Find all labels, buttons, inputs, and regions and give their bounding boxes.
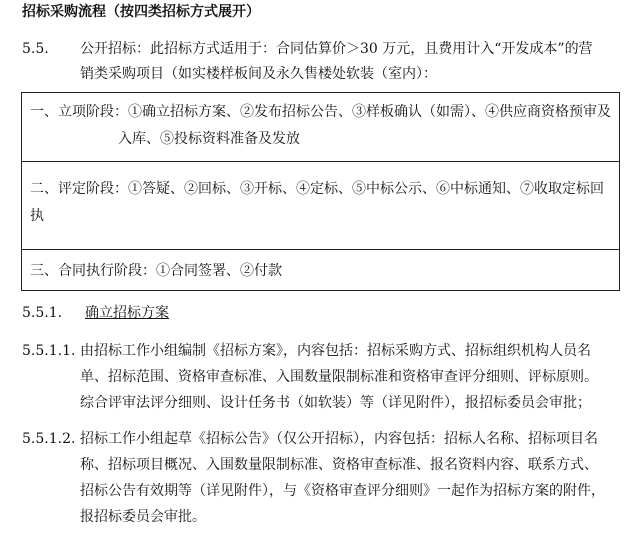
- document-title: 招标采购流程（按四类招标方式展开）: [22, 4, 260, 20]
- paragraph-5-5-1-2: [22, 426, 612, 530]
- stage-line: 二、评定阶段：①答疑、②回标、③开标、④定标、⑤中标公示、⑥中标通知、⑦收取定标回: [30, 181, 604, 197]
- paragraph-line: 招标公告有效期等（详见附件），与《资格审查评分细则》一起作为招标方案的附件，: [80, 483, 605, 499]
- stage-cell-establish: [22, 93, 619, 161]
- section-text-line-2: 销类采购项目（如实楼样板间及永久售楼处软装（室内）：: [80, 66, 437, 82]
- section-number: 5.5.1.: [22, 305, 63, 321]
- stages-table: [21, 92, 620, 291]
- paragraph-number: 5.5.1.1.: [22, 343, 76, 359]
- paragraph-line: 称、招标项目概况、入围数量限制标准、资格审查标准、报名资料内容、联系方式、: [80, 457, 598, 473]
- section-heading: 确立招标方案: [85, 305, 169, 321]
- stage-cell-evaluate: [22, 161, 619, 249]
- section-text-line-1: 公开招标：此招标方式适用于：合同估算价＞30 万元，且费用计入“开发成本”的营: [80, 41, 593, 57]
- stage-line: 一、立项阶段：①确立招标方案、②发布招标公告、③样板确认（如需）、④供应商资格预审及: [30, 104, 611, 120]
- paragraph-line: 单、招标范围、资格审查标准、入围数量限制标准和资格审查评分细则、评标原则。: [80, 369, 598, 385]
- paragraph-line: 招标工作小组起草《招标公告》（仅公开招标），内容包括：招标人名称、招标项目名: [80, 431, 598, 447]
- paragraph-line: 综合评审法评分细则、设计任务书（如软装）等（详见附件），报招标委员会审批；: [80, 395, 591, 411]
- paragraph-5-5-1-1: [22, 338, 612, 416]
- stage-line: 三、合同执行阶段：①合同签署、②付款: [30, 263, 282, 279]
- paragraph-line: 由招标工作小组编制《招标方案》，内容包括：招标采购方式、招标组织机构人员名: [80, 343, 591, 359]
- paragraph-line: 报招标委员会审批。: [80, 509, 206, 525]
- section-number: 5.5.: [22, 41, 49, 57]
- stage-line-cont: 执: [30, 208, 44, 224]
- stage-cell-contract: [22, 249, 619, 290]
- stage-line-cont: 入库、⑤投标资料准备及发放: [118, 131, 300, 147]
- paragraph-number: 5.5.1.2.: [22, 431, 76, 447]
